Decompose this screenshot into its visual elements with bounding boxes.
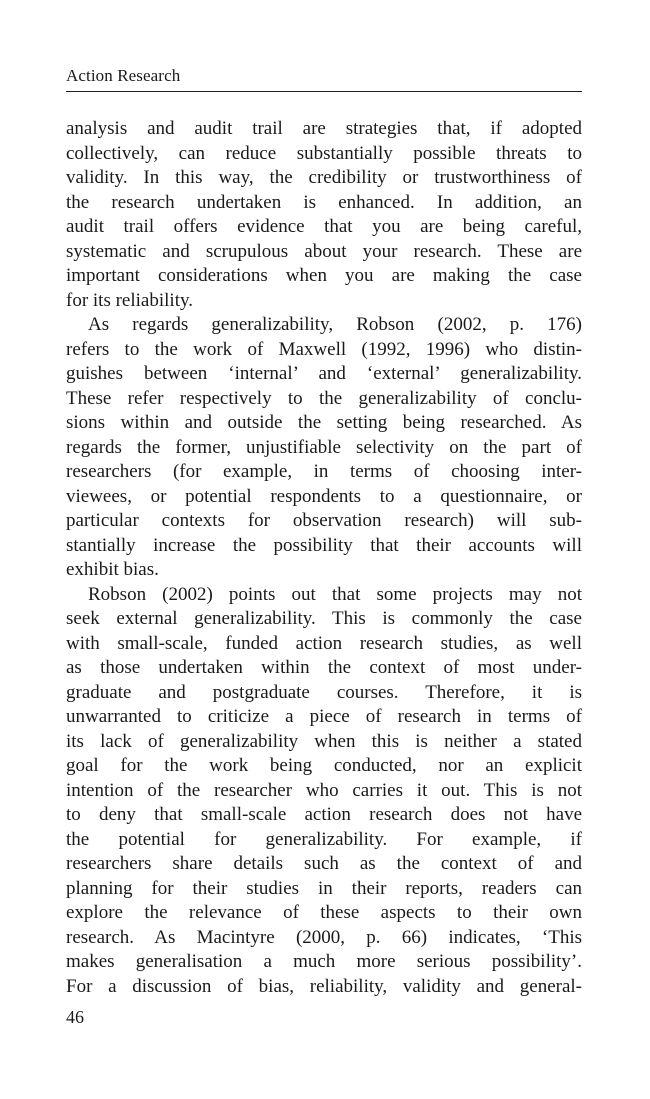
text-line: explore the relevance of these aspects to their own (66, 902, 582, 923)
text-line: guishes between ‘internal’ and ‘external’ generalizability. (66, 363, 582, 384)
text-line: viewees, or potential respondents to a questionnaire, or (66, 485, 582, 507)
text-line: For a discussion of bias, reliability, validity and general- (66, 975, 582, 997)
header-rule (66, 91, 582, 92)
text-line: researchers share details such as the context of and (66, 853, 582, 874)
text-line: intention of the researcher who carries it out. This is not (66, 779, 582, 801)
text-line: validity. In this way, the credibility or trustworthiness of (66, 167, 582, 188)
text-line: goal for the work being conducted, nor an explicit (66, 755, 582, 776)
text-line: analysis and audit trail are strategies that, if adopted (66, 118, 582, 139)
text-line: graduate and postgraduate courses. Therefore, it is (66, 681, 582, 703)
running-head: Action Research (66, 66, 181, 85)
page-number: 46 (66, 1007, 84, 1027)
text-line: audit trail offers evidence that you are being careful, (66, 216, 582, 237)
text-line: regards the former, unjustifiable selectivity on the part of (66, 436, 582, 458)
text-line: researchers (for example, in terms of choosing inter- (66, 461, 582, 482)
text-line: stantially increase the possibility that their accounts will (66, 534, 582, 556)
text-line: research. As Macintyre (2000, p. 66) indicates, ‘This (66, 926, 582, 948)
text-line: to deny that small-scale action research does not have (66, 804, 582, 825)
text-line: with small-scale, funded action research studies, as well (66, 632, 582, 654)
text-line: particular contexts for observation research) will sub- (66, 510, 582, 531)
text-line: systematic and scrupulous about your research. These are (66, 240, 582, 262)
text-line: sions within and outside the setting being researched. As (66, 412, 582, 433)
text-line: the research undertaken is enhanced. In addition, an (66, 191, 582, 213)
text-line: collectively, can reduce substantially possible threats to (66, 142, 582, 164)
text-line: as those undertaken within the context of most under- (66, 657, 582, 678)
text-line: the potential for generalizability. For example, if (66, 828, 582, 850)
text-line: refers to the work of Maxwell (1992, 1996) who distin- (66, 338, 582, 360)
text-line: exhibit bias. (66, 559, 159, 580)
text-line: for its reliability. (66, 289, 193, 311)
text-line: Robson (2002) points out that some projects may not (88, 583, 582, 605)
text-line: These refer respectively to the generalizability of conclu- (66, 387, 582, 409)
text-line: makes generalisation a much more serious possibility’. (66, 951, 582, 972)
text-line: unwarranted to criticize a piece of research in terms of (66, 706, 582, 727)
text-line: seek external generalizability. This is commonly the case (66, 608, 582, 629)
body-text (66, 117, 582, 999)
text-line: planning for their studies in their reports, readers can (66, 877, 582, 899)
text-line: its lack of generalizability when this is neither a stated (66, 730, 582, 752)
text-line: important considerations when you are making the case (66, 265, 582, 286)
text-line: As regards generalizability, Robson (2002, p. 176) (88, 314, 582, 335)
